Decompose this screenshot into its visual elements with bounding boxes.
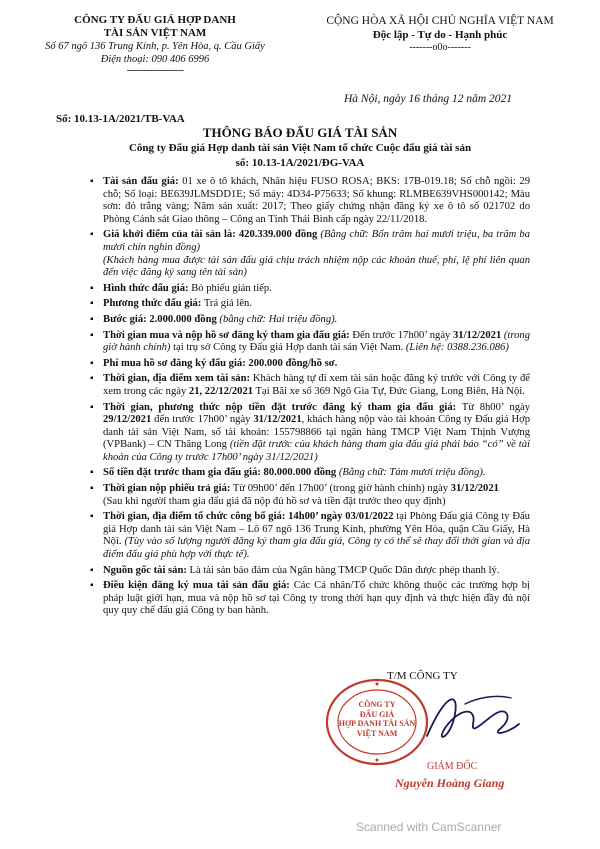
national-motto: Độc lập - Tự do - Hạnh phúc	[372, 29, 508, 41]
scanner-watermark: Scanned with CamScanner	[356, 820, 502, 834]
docs-time-date: 31/12/2021	[452, 329, 502, 341]
ballot-date: 31/12/2021	[450, 483, 499, 495]
auction-number: số: 10.13-1A/2021/ĐG-VAA	[235, 157, 365, 169]
docs-time-text: Đến trước 17h00’ ngày	[349, 329, 453, 341]
signature-block	[338, 668, 555, 790]
item-fee	[90, 358, 530, 371]
company-header	[30, 14, 280, 76]
seal-line-4: VIỆT NAM	[356, 728, 398, 738]
conditions-text: Các Cá nhân/Tổ chức không thuộc các trường hợp bị pháp luật giới hạn, mua và nộp hồ sơ tại Công ty trong thời hạn quy định và thực hiện đầy đủ nội quy quy chế đấu giá Công ty ban hành.	[103, 580, 530, 617]
motto-rule: -------o0o-------	[409, 42, 471, 53]
document-number: Số: 10.13-1A/2021/TB-VAA	[56, 113, 185, 125]
method-text: Trả giá lên.	[201, 298, 252, 310]
item-ballot	[90, 483, 530, 508]
item-conditions	[90, 580, 530, 618]
company-address: Số 67 ngõ 136 Trung Kính, p. Yên Hòa, q. Cầu Giấy	[45, 41, 265, 52]
signatory-name: Nguyễn Hoàng Giang	[395, 776, 505, 790]
docs-time-contact: (Liên hệ: 0388.236.086)	[405, 342, 509, 354]
company-rule: --------------------	[126, 65, 184, 76]
company-phone: Điện thoại: 090 406 6996	[100, 54, 210, 65]
docs-time-label: Thời gian mua và nộp hồ sơ đăng ký tham gia đấu giá:	[103, 329, 350, 341]
document-subtitle: Công ty Đấu giá Hợp danh tài sản Việt Nam tổ chức Cuộc đấu giá tài sản	[128, 142, 472, 154]
form-text: Bỏ phiếu gián tiếp.	[188, 282, 272, 294]
start-price-words: (Bằng chữ: Bốn trăm hai mươi triệu, ba trăm ba mươi chín nghìn đồng)	[103, 229, 530, 253]
seal-line-3: HỢP DANH TÀI SẢN	[338, 719, 416, 728]
document-title: THÔNG BÁO ĐẤU GIÁ TÀI SẢN	[202, 125, 398, 140]
docs-time-hours: (trong giờ hành chính)	[103, 329, 530, 354]
item-origin	[90, 565, 530, 578]
deposit-time-date1: 29/12/2021	[103, 414, 152, 426]
form-label: Hình thức đấu giá:	[103, 282, 189, 294]
item-step	[90, 314, 530, 327]
item-method	[90, 298, 530, 311]
place-date: Hà Nội, ngày 16 tháng 12 năm 2021	[344, 93, 513, 105]
deposit-time-date2: 31/12/2021	[253, 414, 302, 426]
step-label: Bước giá: 2.000.000 đồng	[103, 313, 217, 325]
item-deposit-time	[90, 402, 530, 465]
item-asset-label: Tài sản đấu giá:	[103, 176, 179, 187]
origin-text: Là tài sản bảo đảm của Ngân hàng TMCP Quốc Dân được phép thanh lý.	[186, 564, 500, 576]
signature-title: GIÁM ĐỐC	[427, 761, 478, 772]
fee-label: Phí mua hồ sơ đăng ký đấu giá: 200.000 đồng/hồ sơ.	[103, 357, 338, 369]
seal-line-2: ĐẤU GIÁ	[359, 709, 395, 719]
item-form	[90, 283, 530, 296]
deposit-amount-words: (Bằng chữ: Tám mươi triệu đồng).	[336, 467, 486, 479]
step-words: (bằng chữ: Hai triệu đồng).	[216, 313, 338, 325]
start-price-note: (Khách hàng mua được tài sản đấu giá chịu trách nhiệm nộp các khoản thuế, phí, lệ phí liên quan đến việc đăng ký sang tên tài sản)	[103, 254, 530, 279]
item-view	[90, 373, 530, 398]
deposit-time-text: Từ 8h00’ ngày	[456, 401, 530, 413]
item-docs-time	[90, 330, 530, 355]
seal-text	[334, 700, 420, 738]
conditions-label: Điều kiện đăng ký mua tài sản đấu giá:	[103, 580, 290, 592]
item-asset-text: 01 xe ô tô khách, Nhãn hiệu FUSO ROSA; BKS: 17B-019.18; Số chỗ ngồi: 29 chỗ; Số loại: BE639JLMSDD1E; Số máy: 4D34-P75633; Số khung: RLMBE639VHS000142; Màu sơn: đỏ trắng vàng; Năm sản xuất: 2017; Theo giấy chứng nhận đăng ký xe ô tô số 021702 do Phòng Cảnh sát Giao thông – Công an Tỉnh Thái Bình cấp ngày 22/11/2018.	[103, 176, 530, 225]
announce-label: Thời gian, địa điểm tổ chức công bố giá: 14h00’ ngày 03/01/2022	[103, 511, 394, 523]
handwritten-signature	[415, 684, 525, 758]
view-place: Tại Bãi xe số 369 Ngô Gia Tự, Đức Giang, Long Biên, Hà Nội.	[253, 385, 525, 397]
ballot-text: Từ 09h00’ đến 17h00’ (trong giờ hành chính) ngày	[230, 483, 451, 495]
deposit-time-label: Thời gian, phương thức nộp tiền đặt trước đăng ký tham gia đấu giá:	[103, 401, 457, 413]
deposit-time-note: (tiền đặt trước của khách hàng tham gia đấu giá phải báo “có” về tài khoản của Công ty trước 17h00’ ngày 31/12/2021)	[103, 439, 530, 463]
item-announce	[90, 511, 530, 561]
item-deposit-amount	[90, 467, 530, 480]
origin-label: Nguồn gốc tài sản:	[103, 564, 187, 576]
national-header	[290, 14, 590, 54]
view-text: Khách hàng tự đi xem tài sản hoặc đăng ký trước với Công ty để xem trong các ngày	[103, 373, 530, 397]
company-name-line1: CÔNG TY ĐẤU GIÁ HỢP DANH	[74, 14, 236, 26]
ballot-note: (Sau khi người tham gia đấu giá đã nộp đủ hồ sơ và tiền đặt trước theo quy định)	[103, 495, 446, 507]
company-name-line2: TÀI SẢN VIỆT NAM	[103, 27, 207, 39]
ballot-label: Thời gian nộp phiếu trả giá:	[103, 483, 231, 495]
item-start-price	[90, 229, 530, 279]
start-price-label: Giá khởi điểm của tài sản là: 420.339.000 đồng	[103, 229, 318, 241]
nation-name: CỘNG HÒA XÃ HỘI CHỦ NGHĨA VIỆT NAM	[326, 15, 554, 27]
view-label: Thời gian, địa điểm xem tài sản:	[103, 373, 251, 385]
method-label: Phương thức đấu giá:	[103, 298, 202, 310]
view-dates: 21, 22/12/2021	[188, 385, 254, 397]
notice-body	[90, 176, 530, 621]
announce-note: (Tùy vào số lượng người đăng ký tham gia đấu giá, Công ty có thể sẽ thay đổi thời gian và địa điểm đấu giá phù hợp với thực tế).	[103, 536, 530, 561]
deposit-amount-label: Số tiền đặt trước tham gia đấu giá: 80.000.000 đồng	[103, 467, 337, 479]
docs-time-place: tại trụ sở Công ty Đấu giá Hợp danh tài sản Việt Nam.	[170, 342, 406, 354]
deposit-time-text3: , khách hàng nộp vào tài khoản Công ty Đấu giá Hợp danh tài sản Việt Nam, số tài khoản: 155798866 tại ngân hàng TMCP Việt Nam Thịnh Vượng (VPBank) – CN Thăng Long	[103, 414, 531, 451]
deposit-time-text2: đến trước 17h00’ ngày	[151, 414, 254, 426]
item-asset	[90, 176, 530, 226]
signature-role: T/M CÔNG TY	[387, 670, 458, 682]
announce-text: tại Phòng Đấu giá Công ty Đấu giá Hợp danh tài sản Việt Nam – Lô 67 ngõ 136 Trung Kính, phường Yên Hòa, quận Cầu Giấy, Hà Nội.	[103, 511, 530, 548]
seal-line-1: CÔNG TY	[358, 700, 396, 709]
